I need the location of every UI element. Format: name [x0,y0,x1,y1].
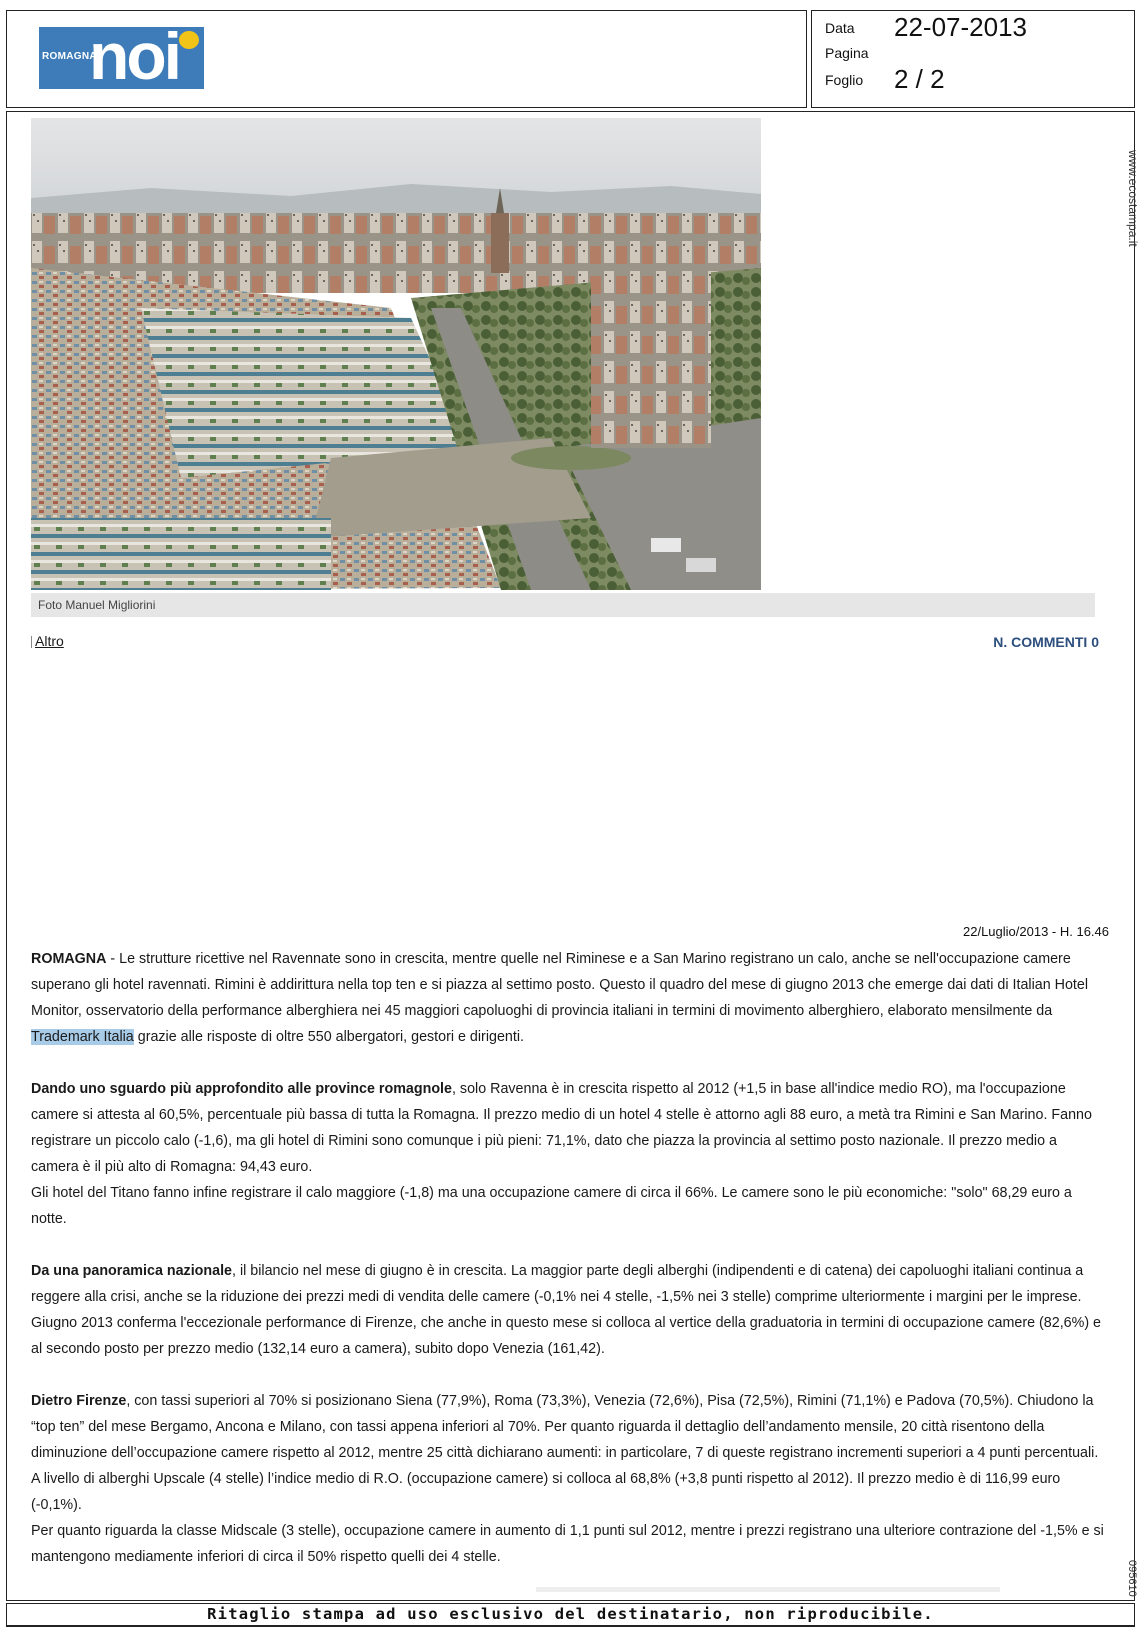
paragraph-2-text-2: Gli hotel del Titano fanno infine registrare il calo maggiore (-1,8) ma una occupazione camere di circa il 66%. Le camere sono le più economiche: "solo" 68,29 euro a notte. [31,1185,1072,1227]
article-paragraph-3 [31,1258,1104,1362]
meta-label-data: Data [825,20,855,36]
paragraph-1-text: - Le strutture ricettive nel Ravennate sono in crescita, mentre quelle nel Riminese e a San Marino registrano un calo, anche se nell'occupazione camere superano gli hotel ravennati. Rimini è addirittura nella top ten e si piazza al settimo posto. Questo il quadro del mese di giugno 2013 che emerge dai dati di Italian Hotel Monitor, osservatorio della performance alberghiera nei 45 maggiori capoluoghi di provincia italiani in termini di movimento alberghiero, elaborato mensilmente da [31,951,1089,1019]
paragraph-1-lead: ROMAGNA [31,951,107,967]
logo-big-text: noi [89,27,179,89]
paragraph-2-text: , solo Ravenna è in crescita rispetto al 2012 (+1,5 in base all'indice medio RO), ma l'occupazione camere si attesta al 60,5%, percentuale più bassa di tutta la Romagna. Il prezzo medio di un hotel 4 stelle è attorno agli 88 euro, a metà tra Rimini e San Marino. Fanno registrare un piccolo calo (-1,6), ma gli hotel di Rimini sono comunque i più pieni: 71,1%, dato che piazza la provincia al settimo posto nazionale. Il prezzo medio a camera è il più alto di Romagna: 94,43 euro. [31,1081,1092,1175]
beach-aerial-photo [31,118,761,590]
footer-disclaimer: Ritaglio stampa ad uso esclusivo del destinatario, non riproducibile. [207,1605,934,1623]
footer-box [6,1603,1135,1627]
altro-divider [31,636,32,648]
paragraph-4-text: , con tassi superiori al 70% si posizionano Siena (77,9%), Roma (73,3%), Venezia (72,6%), Pisa (72,5%), Rimini (71,1%) e Padova (70,5%). Chiudono la “top ten” del mese Bergamo, Ancona e Milano, con tassi appena inferiori al 70%. Per quanto riguarda il dettaglio dell’andamento mensile, 20 città risentono della diminuzione dell’occupazione camere rispetto al 2012, mentre 25 città dichiarano aumenti: in particolare, 7 di queste registrano incrementi superiori a 4 punti percentuali. A livello di alberghi Upscale (4 stelle) l’indice medio di R.O. (occupazione camere) si colloca al 68,8% (+3,8 punti rispetto al 2012). Il prezzo medio è di 116,99 euro (-0,1%). [31,1393,1099,1513]
side-code-text: 095610 [1126,1560,1138,1597]
article-body [31,946,1104,1596]
paragraph-1-text-end: grazie alle risposte di oltre 550 albergatori, gestori e dirigenti. [133,1029,524,1045]
photo-illustration [31,118,761,590]
meta-label-pagina: Pagina [825,45,869,61]
meta-value-foglio: 2 / 2 [894,64,945,94]
paragraph-4-lead: Dietro Firenze [31,1393,127,1409]
article-timestamp: 22/Luglio/2013 - H. 16.46 [963,924,1109,939]
article-page [6,111,1135,1601]
logo-dot-icon [179,31,199,49]
photo-caption-bar [31,593,1095,617]
comments-count[interactable]: N. COMMENTI 0 [993,634,1099,650]
paragraph-3-text: , il bilancio nel mese di giugno è in crescita. La maggior parte degli alberghi (indipendenti e di catena) dei capoluoghi italiani continua a reggere alla crisi, anche se la riduzione dei prezzi medi di vendita delle camere (-0,1% nei 4 stelle, -1,5% nei 3 stelle) comprime ulteriormente i margini per le imprese. Giugno 2013 conferma l'eccezionale performance di Firenze, che anche in questo mese si colloca al vertice della graduatoria in termini di occupazione camere (82,6%) e al secondo posto per prezzo medio (132,14 euro a camera), subito dopo Venezia (161,42). [31,1263,1102,1357]
romagna-noi-logo [39,27,204,89]
logo-small-text: ROMAGNA [42,51,97,62]
paragraph-2-lead: Dando uno sguardo più approfondito alle province romagnole [31,1081,452,1097]
masthead-logo-box [6,10,807,108]
meta-label-foglio: Foglio [825,72,864,88]
clipping-meta-box [811,10,1135,108]
highlighted-trademark-italia: Trademark Italia [31,1029,134,1045]
article-paragraph-2 [31,1076,1104,1232]
photo-caption: Foto Manuel Migliorini [38,598,156,612]
paragraph-3-lead: Da una panoramica nazionale [31,1263,233,1279]
side-website-text: www.ecostampa.it [1126,150,1140,247]
decorative-gray-line [536,1587,1000,1592]
paragraph-4-text-2: Per quanto riguarda la classe Midscale (3 stelle), occupazione camere in aumento di 1,1 punti sul 2012, mentre i prezzi registrano una ulteriore contrazione del -1,5% e si mantengono mediamente inferiori di circa il 50% rispetto quelli dei 4 stelle. [31,1523,1104,1565]
article-paragraph-1 [31,946,1104,1050]
article-paragraph-4 [31,1388,1104,1570]
meta-value-data: 22-07-2013 [894,12,1027,42]
altro-link[interactable]: Altro [35,633,64,649]
